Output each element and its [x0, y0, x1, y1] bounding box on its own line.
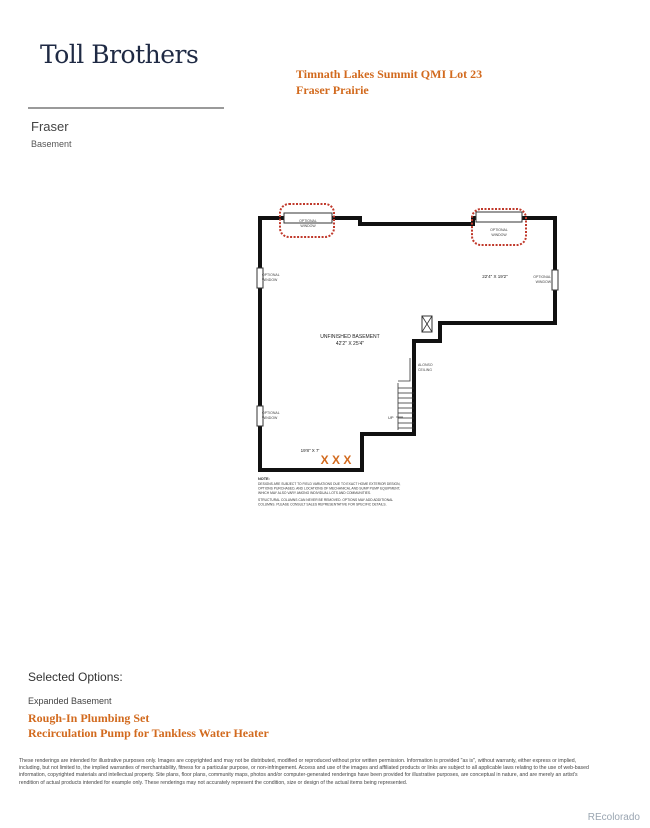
selected-options-heading: Selected Options: [28, 670, 123, 684]
stair-label-bottom: CEILING [418, 368, 433, 372]
side-window-right-label-2: WINDOW [535, 280, 551, 284]
legal-disclaimer: These renderings are intended for illustrative purposes only. Images are copyrighted and may not be distributed, modified or reproduced without prior written permission. Information is provided "as is", without warranty, either express or implied, including, but not limited to, the implied warranties of merchantability, fitness for a particular purpose, or non-infringement. Access and use of the images and affiliated products or links are subject to all applicable laws relating to the use of web-based information, copyrighted materials and intellectual property. Site plans, floor plans, community maps, photos and/or computer-generated renderings have been provided for illustrative purposes, are conceptual in nature, and are merely an artist's rendition of actual products intended for example only. These renderings may not accurately represent the condition, size or design of the actual items being represented. [19, 758, 589, 786]
header-divider [28, 107, 224, 109]
bottom-room-dimensions: 19'8" X 7' [300, 448, 320, 453]
structural-line-1: STRUCTURAL COLUMNS CAN NEVER BE REMOVED. OPTIONS MAY ADD ADDITIONAL [258, 498, 394, 502]
window-label-left-top: OPTIONAL [299, 219, 317, 223]
structural-line-2: COLUMNS. PLEASE CONSULT SALES REPRESENTATIVE FOR SPECIFIC DETAILS. [258, 502, 387, 507]
room-dimensions: 42'2" X 25'4" [335, 341, 365, 347]
note-heading: NOTE: [258, 477, 270, 481]
plan-name: Fraser [31, 119, 69, 134]
community-title: Timnath Lakes Summit QMI Lot 23 [296, 67, 483, 81]
option-expanded-basement: Expanded Basement [28, 696, 112, 706]
window-label-left-bottom: WINDOW [300, 224, 316, 228]
option-recirculation-pump: Recirculation Pump for Tankless Water Heater [28, 726, 269, 740]
recolorado-watermark: REcolorado [587, 812, 640, 823]
note-line-3: WHICH MAY ALSO VARY AMONG INDIVIDUAL LOTS AND COMMUNITIES. [258, 491, 371, 495]
stair-label-top: ALONSO [418, 363, 433, 367]
side-window-left-upper-label-2: WINDOW [262, 278, 278, 282]
exterior-wall [260, 218, 555, 470]
room-label: UNFINISHED BASEMENT [320, 334, 380, 340]
side-window-left-upper-label-1: OPTIONAL [262, 273, 280, 277]
side-window-right-label-1: OPTIONAL [533, 275, 551, 279]
plan-level: Basement [31, 139, 72, 149]
note-line-2: OPTIONS PURCHASED, AND LOCATIONS OF MECHANICAL AND SUMP PUMP EQUIPMENT, [258, 486, 401, 491]
side-window-left-lower-label-1: OPTIONAL [262, 411, 280, 415]
top-window-right [476, 212, 522, 222]
xxx-marker: X X X [320, 453, 352, 467]
note-line-1: DESIGNS ARE SUBJECT TO FIELD VARIATIONS DUE TO EXACT HOME EXTERIOR DESIGN, [258, 482, 401, 486]
option-rough-in-plumbing: Rough-In Plumbing Set [28, 711, 150, 725]
window-label-right-top: OPTIONAL [490, 228, 508, 232]
right-room-dimensions: 22'4" X 19'2" [482, 274, 508, 279]
toll-brothers-logo: Toll Brothers [40, 40, 199, 69]
side-window-left-lower-label-2: WINDOW [262, 416, 278, 420]
stair-up-label: UP [388, 415, 394, 420]
basement-stairs [398, 358, 414, 434]
community-subtitle: Fraser Prairie [296, 83, 369, 97]
side-window-right [552, 270, 558, 290]
basement-floor-plan [248, 198, 578, 518]
window-label-right-bottom: WINDOW [491, 233, 507, 237]
